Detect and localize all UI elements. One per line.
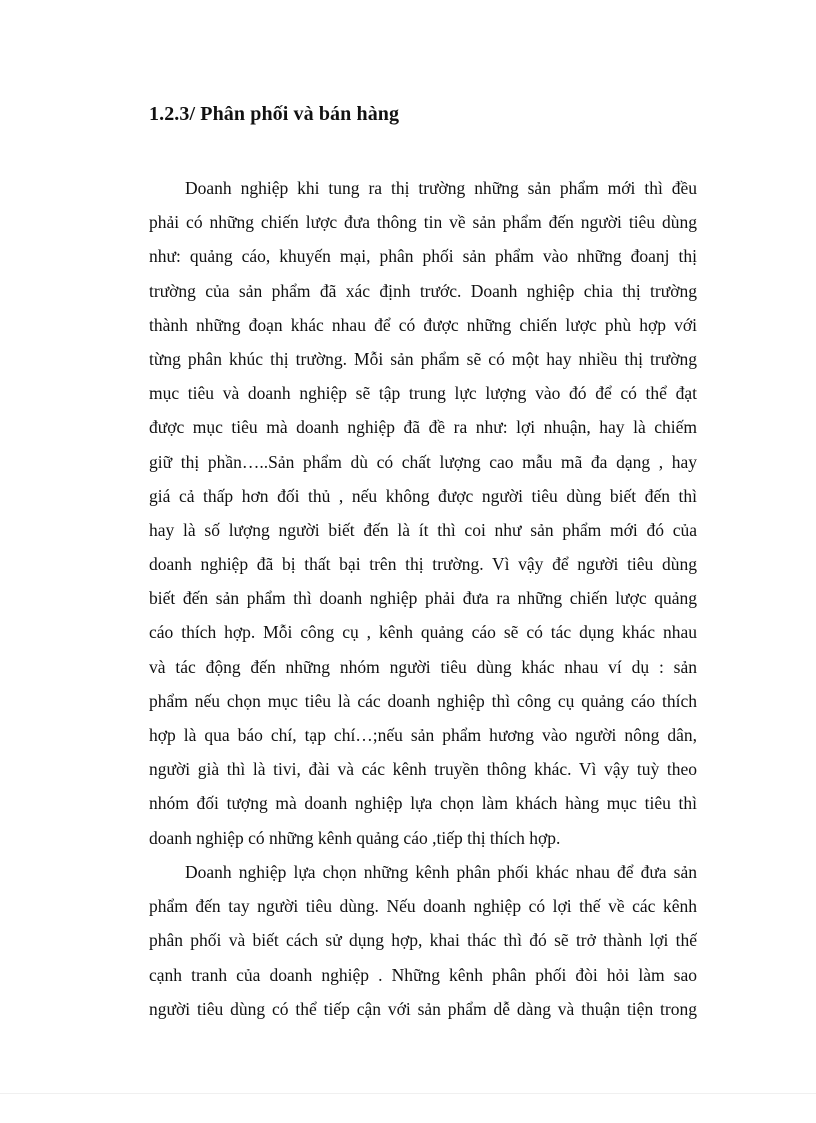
text-line: giữ thị phần…..Sản phẩm dù có chất lượng cao mẫu mã đa dạng , hay [149, 451, 697, 472]
text-line: hợp là qua báo chí, tạp chí…;nếu sản phẩm hương vào người nông dân, [149, 725, 697, 745]
text-line: phẩm đến tay người tiêu dùng. Nếu doanh nghiệp có lợi thế về các kênh [149, 896, 697, 917]
page-bottom-divider [0, 1093, 816, 1094]
text-line: từng phân khúc thị trường. Mỗi sản phẩm sẽ có một hay nhiều thị trường [149, 348, 697, 369]
text-line: doanh nghiệp có những kênh quảng cáo ,tiếp thị thích hợp. [149, 827, 561, 848]
section-heading: 1.2.3/ Phân phối và bán hàng [149, 103, 400, 125]
text-line: và tác động đến những nhóm người tiêu dùng khác nhau ví dụ : sản [149, 656, 697, 677]
text-line: biết đến sản phẩm thì doanh nghiệp phải đưa ra những chiến lược quảng [149, 588, 697, 609]
text-line: giá cả thấp hơn đối thủ , nếu không được người tiêu dùng biết đến thì [149, 485, 697, 506]
text-line: mục tiêu và doanh nghiệp sẽ tập trung lực lượng vào đó để có thể đạt [149, 383, 697, 404]
text-line: cáo thích hợp. Mỗi công cụ , kênh quảng cáo sẽ có tác dụng khác nhau [149, 622, 697, 643]
text-line: nhóm đối tượng mà doanh nghiệp lựa chọn làm khách hàng mục tiêu thì [149, 793, 697, 814]
text-line: như: quảng cáo, khuyến mại, phân phối sản phẩm vào những đoanj thị [149, 246, 697, 267]
paragraph-2 [149, 855, 697, 1026]
text-line: được mục tiêu mà doanh nghiệp đã đề ra như: lợi nhuận, hay là chiếm [149, 417, 697, 438]
text-line: thành những đoạn khác nhau để có được những chiến lược phù hợp với [149, 314, 697, 335]
text-line: phân phối và biết cách sử dụng hợp, khai thác thì đó sẽ trở thành lợi thế [149, 930, 697, 951]
text-line: Doanh nghiệp khi tung ra thị trường những sản phẩm mới thì đều [185, 178, 697, 198]
paragraph-1 [149, 171, 697, 855]
text-line: người già thì là tivi, đài và các kênh truyền thông khác. Vì vậy tuỳ theo [149, 759, 697, 780]
text-line: doanh nghiệp đã bị thất bại trên thị trường. Vì vậy để người tiêu dùng [149, 554, 697, 575]
text-line: hay là số lượng người biết đến là ít thì coi như sản phẩm mới đó của [149, 519, 697, 540]
text-line: Doanh nghiệp lựa chọn những kênh phân phối khác nhau để đưa sản [185, 862, 697, 882]
text-line: người tiêu dùng có thể tiếp cận với sản phẩm dễ dàng và thuận tiện trong [149, 998, 697, 1019]
text-line: trường của sản phẩm đã xác định trước. Doanh nghiệp chia thị trường [149, 280, 697, 301]
text-line: phải có những chiến lược đưa thông tin về sản phẩm đến người tiêu dùng [149, 212, 697, 233]
text-line: phẩm nếu chọn mục tiêu là các doanh nghiệp thì công cụ quảng cáo thích [149, 690, 697, 711]
text-line: cạnh tranh của doanh nghiệp . Những kênh phân phối đòi hỏi làm sao [149, 964, 697, 985]
